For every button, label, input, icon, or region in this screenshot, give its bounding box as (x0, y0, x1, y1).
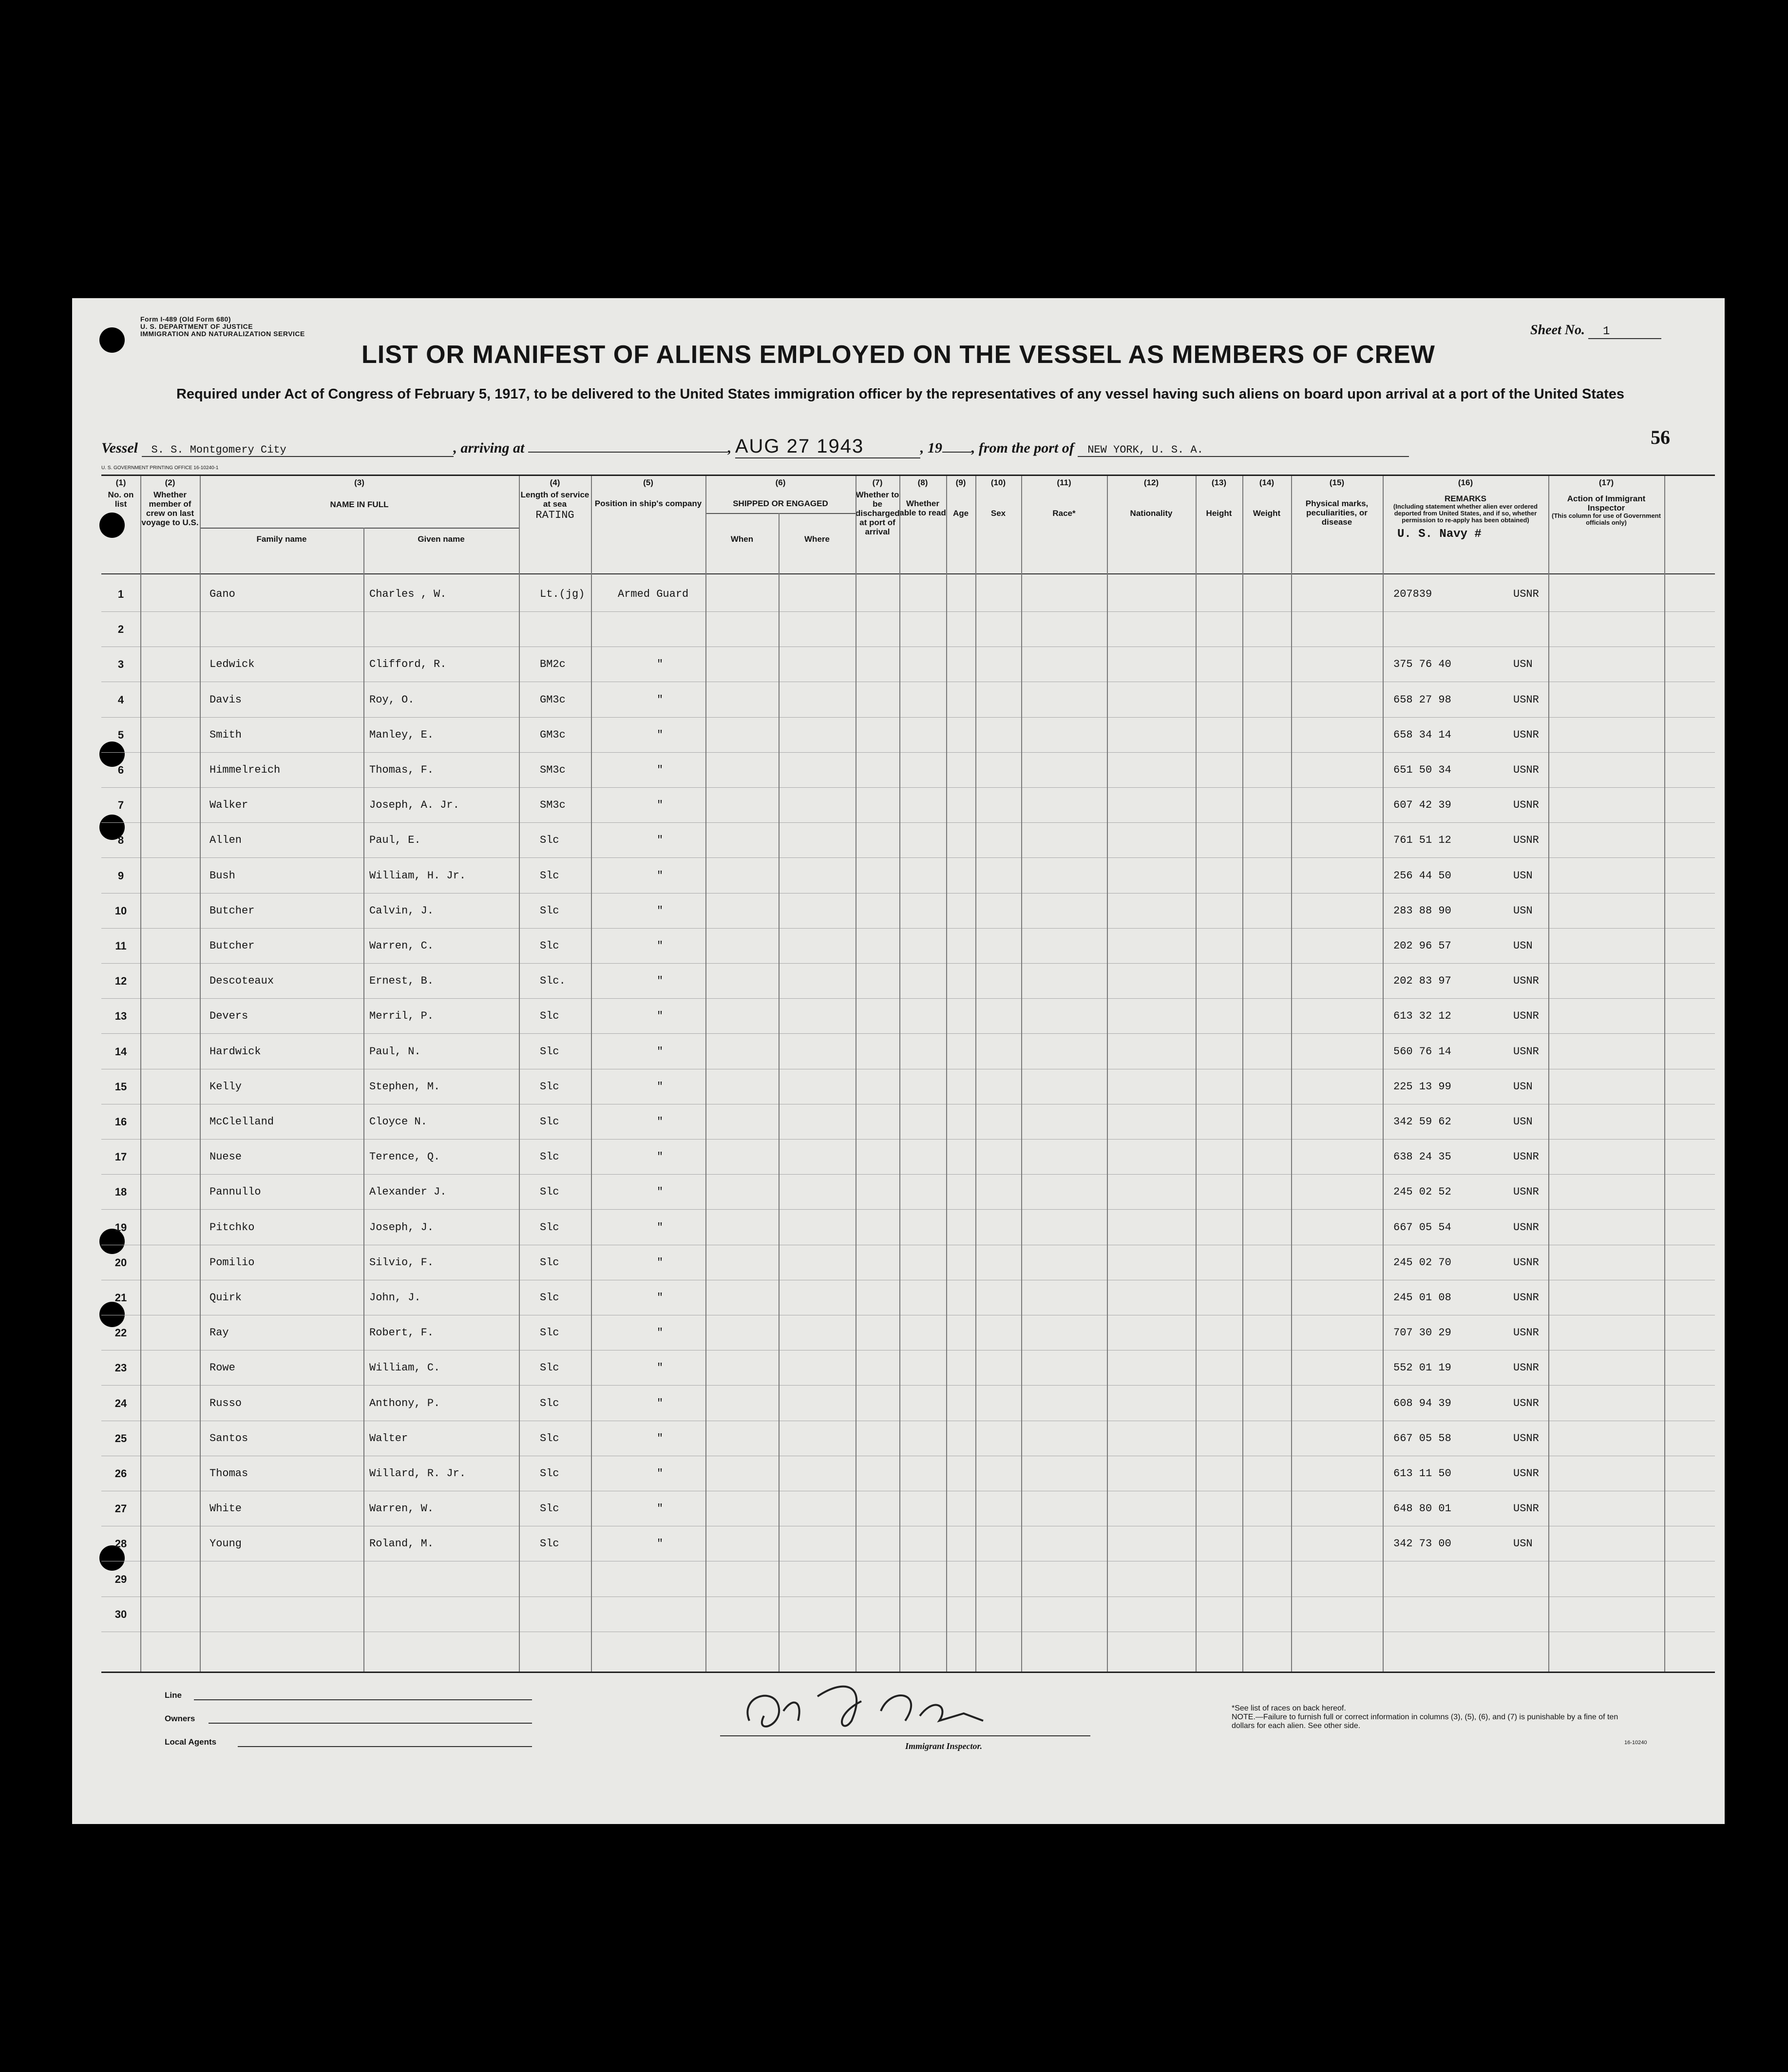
navy-number: 342 59 62 (1393, 1116, 1451, 1128)
position: " (657, 1045, 664, 1058)
col13-header: (13) Height (1206, 478, 1232, 518)
sheet-number-label: Sheet No. (1530, 323, 1585, 338)
navy-number: 707 30 29 (1393, 1327, 1451, 1339)
row-rule (101, 646, 1715, 647)
row-number: 27 (114, 1502, 127, 1515)
rating: Slc (540, 1432, 559, 1445)
form-identifier (140, 316, 305, 338)
rating: Slc (540, 904, 559, 917)
rating: SM3c (540, 764, 566, 776)
position: " (657, 1467, 664, 1480)
navy-number: 648 80 01 (1393, 1502, 1451, 1515)
navy-number: 761 51 12 (1393, 834, 1451, 847)
crew-table (101, 475, 1715, 1673)
arriving-label: arriving at (460, 440, 525, 456)
column-rule (1107, 476, 1108, 1672)
department-name: U. S. DEPARTMENT OF JUSTICE (140, 323, 253, 330)
family-name-header: Family name (256, 534, 307, 544)
navy-branch: USNR (1513, 1151, 1539, 1163)
family-name: Davis (209, 693, 242, 706)
given-name: Paul, E. (369, 834, 421, 847)
position: " (657, 1502, 664, 1515)
navy-number: 667 05 54 (1393, 1221, 1451, 1234)
line-label: Line (165, 1691, 182, 1700)
sheet-number (1530, 323, 1661, 339)
row-rule (101, 1385, 1715, 1386)
row-number: 29 (114, 1573, 127, 1585)
row-number: 19 (114, 1221, 127, 1234)
row-number: 24 (114, 1397, 127, 1409)
row-number: 26 (114, 1467, 127, 1480)
position: " (657, 1292, 664, 1304)
row-rule (101, 1209, 1715, 1210)
row-number: 13 (114, 1010, 127, 1023)
given-name: Terence, Q. (369, 1151, 440, 1163)
given-name: Anthony, P. (369, 1397, 440, 1409)
navy-branch: USNR (1513, 834, 1539, 847)
family-name: Smith (209, 728, 242, 741)
row-number: 21 (114, 1292, 127, 1304)
col3-header: (3) NAME IN FULL (330, 478, 389, 509)
navy-number: 613 11 50 (1393, 1467, 1451, 1480)
navy-branch: USNR (1513, 588, 1539, 600)
penalty-note: NOTE.—Failure to furnish full or correct information in columns (3), (5), (6), and (7) is punishable by a fine of ten dollars for each alien. See other side. (1232, 1713, 1618, 1730)
position: " (657, 799, 664, 812)
row-rule (101, 752, 1715, 753)
family-name: Devers (209, 1010, 248, 1023)
row-number: 16 (114, 1116, 127, 1128)
navy-number: 245 01 08 (1393, 1292, 1451, 1304)
column-rule (1548, 476, 1549, 1672)
arrival-date-stamp: AUG 27 1943 (735, 436, 920, 458)
family-name: Thomas (209, 1467, 248, 1480)
navy-branch: USNR (1513, 1292, 1539, 1304)
family-name: McClelland (209, 1116, 274, 1128)
row-rule (101, 1139, 1715, 1140)
rating: GM3c (540, 728, 566, 741)
row-number: 25 (114, 1432, 127, 1445)
sheet-number-value: 1 (1588, 325, 1661, 339)
family-name: Bush (209, 869, 235, 882)
family-name: Pomilio (209, 1256, 255, 1269)
position: " (657, 1256, 664, 1269)
navy-number: 207839 (1393, 588, 1432, 600)
position: " (657, 1538, 664, 1550)
row-number: 9 (117, 869, 124, 882)
family-name: Pitchko (209, 1221, 255, 1234)
family-name: Descoteaux (209, 975, 274, 988)
navy-branch: USNR (1513, 693, 1539, 706)
rating: Slc (540, 1186, 559, 1198)
position: " (657, 764, 664, 776)
position: Armed Guard (618, 588, 689, 600)
inspector-label: Immigrant Inspector. (905, 1741, 983, 1751)
navy-branch: USNR (1513, 1432, 1539, 1445)
given-name: Clifford, R. (369, 658, 447, 671)
rating: Slc (540, 1327, 559, 1339)
family-name: Quirk (209, 1292, 242, 1304)
given-name: Joseph, J. (369, 1221, 434, 1234)
row-rule (101, 998, 1715, 999)
navy-number: 202 96 57 (1393, 940, 1451, 952)
column-rule (140, 476, 141, 1672)
row-number: 20 (114, 1256, 127, 1269)
position: " (657, 1186, 664, 1198)
departure-port: NEW YORK, U. S. A. (1078, 444, 1409, 457)
column-rule (200, 476, 201, 1672)
column-rule (946, 476, 947, 1672)
navy-number: 613 32 12 (1393, 1010, 1451, 1023)
navy-number: 375 76 40 (1393, 658, 1451, 671)
owners-label: Owners (165, 1714, 195, 1723)
when-header: When (730, 534, 754, 544)
form-number: Form I-489 (Old Form 680) (140, 315, 231, 323)
row-rule (101, 928, 1715, 929)
navy-branch: USNR (1513, 1327, 1539, 1339)
vessel-label: Vessel (101, 440, 138, 456)
rating: Slc (540, 1151, 559, 1163)
given-name: William, H. Jr. (369, 869, 466, 882)
navy-branch: USNR (1513, 1045, 1539, 1058)
col8-header: (8) Whether able to read (899, 478, 946, 517)
column-rule (975, 476, 976, 1672)
manifest-sheet (72, 298, 1725, 1824)
row-rule (101, 717, 1715, 718)
given-name: Walter (369, 1432, 408, 1445)
rating: GM3c (540, 693, 566, 706)
row-number: 12 (114, 975, 127, 988)
position: " (657, 1080, 664, 1093)
column-rule (1291, 476, 1292, 1672)
navy-branch: USNR (1513, 799, 1539, 812)
position: " (657, 1327, 664, 1339)
navy-branch: USNR (1513, 1467, 1539, 1480)
navy-branch: USN (1513, 904, 1533, 917)
family-name: Gano (209, 588, 235, 600)
position: " (657, 1010, 664, 1023)
col10-header: (10) Sex (990, 478, 1006, 518)
navy-branch: USN (1513, 869, 1533, 882)
service-name: IMMIGRATION AND NATURALIZATION SERVICE (140, 330, 305, 338)
navy-number: 608 94 39 (1393, 1397, 1451, 1409)
family-name: Young (209, 1538, 242, 1550)
navy-number: 651 50 34 (1393, 764, 1451, 776)
rating: Lt.(jg) (540, 588, 585, 600)
page-number: 56 (1651, 426, 1670, 448)
family-name: Walker (209, 799, 248, 812)
footer-notes (1232, 1704, 1621, 1730)
position: " (657, 728, 664, 741)
col6-header: (6) SHIPPED OR ENGAGED (733, 478, 828, 508)
navy-number: 607 42 39 (1393, 799, 1451, 812)
family-name: Hardwick (209, 1045, 261, 1058)
row-number: 5 (117, 728, 124, 741)
family-name: Allen (209, 834, 242, 847)
local-agents-label: Local Agents (165, 1737, 217, 1747)
given-name: Ernest, B. (369, 975, 434, 988)
row-number: 3 (117, 658, 124, 671)
row-number: 8 (117, 834, 124, 847)
given-name-header: Given name (418, 534, 465, 544)
given-name: Warren, W. (369, 1502, 434, 1515)
rating: Slc (540, 1080, 559, 1093)
row-number: 6 (117, 764, 124, 776)
given-name: Joseph, A. Jr. (369, 799, 459, 812)
navy-branch: USN (1513, 1116, 1533, 1128)
navy-number: 283 88 90 (1393, 904, 1451, 917)
position: " (657, 1432, 664, 1445)
col4-header: (4) Length of service at sea RATING (520, 478, 590, 521)
navy-number: 342 73 00 (1393, 1538, 1451, 1550)
navy-number: 245 02 52 (1393, 1186, 1451, 1198)
given-name: Charles , W. (369, 588, 447, 600)
row-number: 15 (114, 1080, 127, 1093)
family-name: White (209, 1502, 242, 1515)
navy-number: 560 76 14 (1393, 1045, 1451, 1058)
rating: Slc (540, 1045, 559, 1058)
col2-header: (2) Whether member of crew on last voyage to U.S. (141, 478, 199, 527)
position: " (657, 1151, 664, 1163)
given-name: John, J. (369, 1292, 421, 1304)
where-header: Where (804, 534, 830, 544)
navy-number: 658 27 98 (1393, 693, 1451, 706)
given-name: Roy, O. (369, 693, 415, 706)
given-name: Paul, N. (369, 1045, 421, 1058)
family-name: Ledwick (209, 658, 255, 671)
rating: Slc (540, 1538, 559, 1550)
family-name: Butcher (209, 940, 255, 952)
row-rule (101, 822, 1715, 823)
vessel-name: S. S. Montgomery City (142, 444, 454, 457)
row-rule (101, 963, 1715, 964)
row-number: 22 (114, 1327, 127, 1339)
family-name: Himmelreich (209, 764, 281, 776)
navy-branch: USNR (1513, 1186, 1539, 1198)
rating: Slc (540, 1502, 559, 1515)
rating: Slc (540, 869, 559, 882)
row-number: 30 (114, 1608, 127, 1620)
family-name: Rowe (209, 1362, 235, 1374)
rating: Slc (540, 1362, 559, 1374)
rating: Slc (540, 1010, 559, 1023)
given-name: Cloyce N. (369, 1116, 427, 1128)
family-name: Santos (209, 1432, 248, 1445)
col1-header: (1) No. on list (108, 478, 134, 509)
column-rule (519, 476, 520, 1672)
document-subtitle: Required under Act of Congress of February 5, 1917, to be delivered to the United States immigration officer by the representatives of any vessel having such aliens on board upon arrival at a port of the United States (176, 386, 1625, 402)
col7-header: (7) Whether to be discharged at port of arrival (856, 478, 900, 536)
column-rule (705, 476, 706, 1672)
column-rule (899, 476, 900, 1672)
rating: Slc (540, 1292, 559, 1304)
row-number: 28 (114, 1538, 127, 1550)
position: " (657, 904, 664, 917)
printer-note: U. S. GOVERNMENT PRINTING OFFICE 16-10240-1 (101, 465, 219, 471)
header-divider (101, 573, 1715, 574)
navy-number: 638 24 35 (1393, 1151, 1451, 1163)
navy-branch: USN (1513, 1080, 1533, 1093)
navy-branch: USNR (1513, 1256, 1539, 1269)
form-code: 16-10240 (1624, 1740, 1647, 1746)
given-name: Manley, E. (369, 728, 434, 741)
row-number: 1 (117, 588, 124, 600)
document-title: LIST OR MANIFEST OF ALIENS EMPLOYED ON THE VESSEL AS MEMBERS OF CREW (361, 341, 1435, 369)
navy-number: 256 44 50 (1393, 869, 1451, 882)
row-number: 7 (117, 799, 124, 812)
navy-branch: USNR (1513, 1221, 1539, 1234)
given-name: Roland, M. (369, 1538, 434, 1550)
given-name: Silvio, F. (369, 1256, 434, 1269)
column-rule (1383, 476, 1384, 1672)
navy-number: 667 05 58 (1393, 1432, 1451, 1445)
col16-header: (16) REMARKS (Including statement whether alien ever ordered deported from United States, and if so, whether permission to re-apply has been obtained) U. S. Navy # (1393, 478, 1538, 541)
family-name: Butcher (209, 904, 255, 917)
col17-header: (17) Action of Immigrant Inspector (This column for use of Government officials only) (1552, 478, 1661, 526)
row-number: 17 (114, 1151, 127, 1163)
col5-header: (5) Position in ship's company (594, 478, 702, 508)
position: " (657, 1397, 664, 1409)
family-name: Pannullo (209, 1186, 261, 1198)
navy-branch: USNR (1513, 728, 1539, 741)
rating: Slc (540, 834, 559, 847)
family-name: Russo (209, 1397, 242, 1409)
row-rule (101, 1033, 1715, 1034)
row-number: 14 (114, 1045, 127, 1058)
rating: BM2c (540, 658, 566, 671)
navy-branch: USN (1513, 940, 1533, 952)
column-rule (1242, 476, 1243, 1672)
rating: Slc (540, 940, 559, 952)
given-name: William, C. (369, 1362, 440, 1374)
rating: Slc (540, 1467, 559, 1480)
given-name: Warren, C. (369, 940, 434, 952)
navy-branch: USNR (1513, 1362, 1539, 1374)
column-rule (779, 513, 780, 1672)
position: " (657, 940, 664, 952)
rating: Slc (540, 1397, 559, 1409)
row-number: 23 (114, 1362, 127, 1374)
navy-branch: USNR (1513, 764, 1539, 776)
position: " (657, 975, 664, 988)
row-number: 11 (115, 940, 127, 952)
vessel-line: Vessel S. S. Montgomery City , arriving at , AUG 27 1943 , 19 , from the port of NEW YORK, U. S. A. (101, 436, 1409, 455)
navy-number: 225 13 99 (1393, 1080, 1451, 1093)
position: " (657, 834, 664, 847)
col14-header: (14) Weight (1253, 478, 1281, 518)
row-rule (101, 787, 1715, 788)
position: " (657, 1362, 664, 1374)
col9-header: (9) Age (952, 478, 969, 518)
rating: Slc (540, 1221, 559, 1234)
races-note: *See list of races on back hereof. (1232, 1704, 1346, 1712)
column-rule (363, 528, 364, 1672)
given-name: Alexander J. (369, 1186, 447, 1198)
position: " (657, 1116, 664, 1128)
rating: Slc. (540, 975, 566, 988)
navy-branch: USN (1513, 1538, 1533, 1550)
column-rule (1664, 476, 1665, 1672)
navy-branch: USN (1513, 658, 1533, 671)
position: " (657, 1221, 664, 1234)
column-rule (1196, 476, 1197, 1672)
family-name: Ray (209, 1327, 229, 1339)
navy-branch: USNR (1513, 1397, 1539, 1409)
rating: Slc (540, 1116, 559, 1128)
family-name: Nuese (209, 1151, 242, 1163)
row-rule (101, 857, 1715, 858)
position: " (657, 658, 664, 671)
column-rule (591, 476, 592, 1672)
navy-number: 245 02 70 (1393, 1256, 1451, 1269)
navy-branch: USNR (1513, 975, 1539, 988)
navy-number: 202 83 97 (1393, 975, 1451, 988)
col12-header: (12) Nationality (1130, 478, 1173, 518)
row-number: 2 (117, 623, 124, 636)
position: " (657, 693, 664, 706)
row-number: 4 (117, 693, 124, 706)
given-name: Robert, F. (369, 1327, 434, 1339)
row-rule (101, 1174, 1715, 1175)
from-port-label: from the port of (978, 440, 1074, 456)
row-rule (101, 611, 1715, 612)
navy-number: 658 34 14 (1393, 728, 1451, 741)
row-number: 10 (114, 904, 127, 917)
given-name: Merril, P. (369, 1010, 434, 1023)
column-rule (1021, 476, 1022, 1672)
family-name: Kelly (209, 1080, 242, 1093)
navy-branch: USNR (1513, 1502, 1539, 1515)
col15-header: (15) Physical marks, peculiarities, or disease (1305, 478, 1369, 527)
navy-branch: USNR (1513, 1010, 1539, 1023)
col11-header: (11) Race* (1052, 478, 1076, 518)
position: " (657, 869, 664, 882)
year-label: 19 (927, 440, 942, 456)
given-name: Thomas, F. (369, 764, 434, 776)
given-name: Willard, R. Jr. (369, 1467, 466, 1480)
given-name: Calvin, J. (369, 904, 434, 917)
navy-number: 552 01 19 (1393, 1362, 1451, 1374)
given-name: Stephen, M. (369, 1080, 440, 1093)
rating: SM3c (540, 799, 566, 812)
rating: Slc (540, 1256, 559, 1269)
row-number: 18 (114, 1186, 127, 1198)
